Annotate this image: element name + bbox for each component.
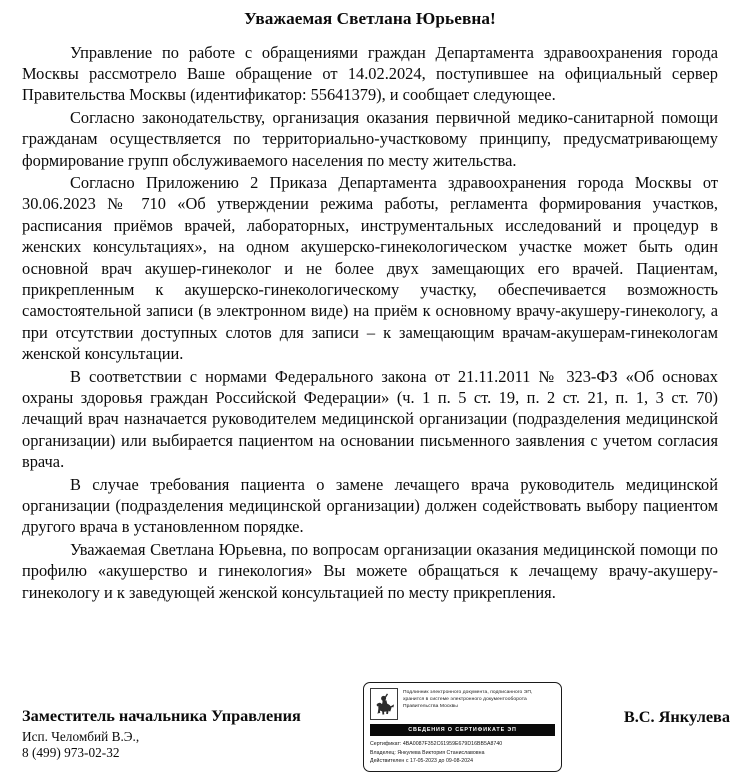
executor-name: Исп. Челомбий В.Э., (22, 729, 140, 744)
certificate-owner: Владелец: Янкулева Виктория Станиславовна (370, 749, 485, 756)
paragraph-1: Управление по работе с обращениями граждан Департамента здравоохранения города Москвы рассмотрело Ваше обращение от 14.02.2024, поступившее на официальный сервер Правительства Москвы (идентификатор: 55641379), и сообщает следующее. (22, 42, 718, 105)
executor-info (22, 729, 362, 760)
certificate-validity: Действителен с 17-05-2023 до 09-08-2024 (370, 758, 474, 765)
stamp-note-text (403, 688, 555, 711)
salutation-heading: Уважаемая Светлана Юрьевна! (244, 9, 496, 28)
stamp-note-line-1: Подлинник электронного документа, подписанного ЭП, (403, 690, 533, 695)
paragraph-4: В соответствии с нормами Федерального закона от 21.11.2011 № 323-ФЗ «Об основах охраны здоровья граждан Российской Федерации» (ч. 1 п. 5 ст. 19, п. 2 ст. 21, п. 1, 3 ст. 70) лечащий врач назначается руководителем медицинской организации (подразделения медицинской организации) или выбирается пациентом на основании письменного заявления с учетом согласия врача. (22, 366, 718, 472)
stamp-certificate-title-bar: СВЕДЕНИЯ О СЕРТИФИКАТЕ ЭП (370, 724, 555, 736)
paragraph-6: Уважаемая Светлана Юрьевна, по вопросам организации оказания медицинской помощи по профилю «акушерство и гинекология» Вы можете обращаться к лечащему врачу-акушеру-гинекологу и к заведующей женской консультацией по месту прикрепления. (22, 539, 718, 602)
signature-block (22, 706, 362, 760)
stamp-certificate-details (370, 740, 555, 766)
executor-phone: 8 (499) 973-02-32 (22, 744, 120, 760)
stamp-header (370, 688, 555, 720)
paragraph-5: В случае требования пациента о замене лечащего врача руководитель медицинской организации (подразделения медицинской организации) должен содействовать выбору пациентом другого врача в установленном порядке. (22, 474, 718, 537)
stamp-note-line-3: Правительства Москвы (403, 704, 458, 710)
stamp-note-line-2: хранится в системе электронного документооборота (403, 697, 527, 703)
paragraph-2: Согласно законодательству, организация оказания первичной медико-санитарной помощи гражданам осуществляется по территориально-участковому принципу, предусматривающему формирование групп обслуживаемого населения по месту жительства. (22, 107, 718, 170)
electronic-signature-stamp (363, 682, 562, 772)
signer-name: В.С. Янкулева (623, 707, 730, 726)
paragraph-3: Согласно Приложению 2 Приказа Департамента здравоохранения города Москвы от 30.06.2023 № 710 «Об утверждении режима работы, регламента формирования участков, расписания приёмов врачей, лабораторных, инструментальных исследований и процедур в женских консультациях», на одном акушерско-гинекологическом участке может быть один основной врач акушер-гинеколог и не более двух замещающих его врачей. Пациентам, прикрепленным к акушерско-гинекологическому участку, обеспечивается возможность самостоятельной записи (в электронном виде) на приём к основному врачу-акушеру-гинекологу, а при отсутствии доступных слотов для записи – к замещающим врачам-акушерам-гинекологам женской консультации. (22, 172, 718, 364)
letter-body (22, 8, 718, 604)
moscow-coat-of-arms-icon (370, 688, 398, 720)
signer-position-title: Заместитель начальника Управления (22, 706, 301, 725)
certificate-serial: Сертификат: 4BA0087F352C61959E679D16BB5A8740 (370, 741, 503, 747)
